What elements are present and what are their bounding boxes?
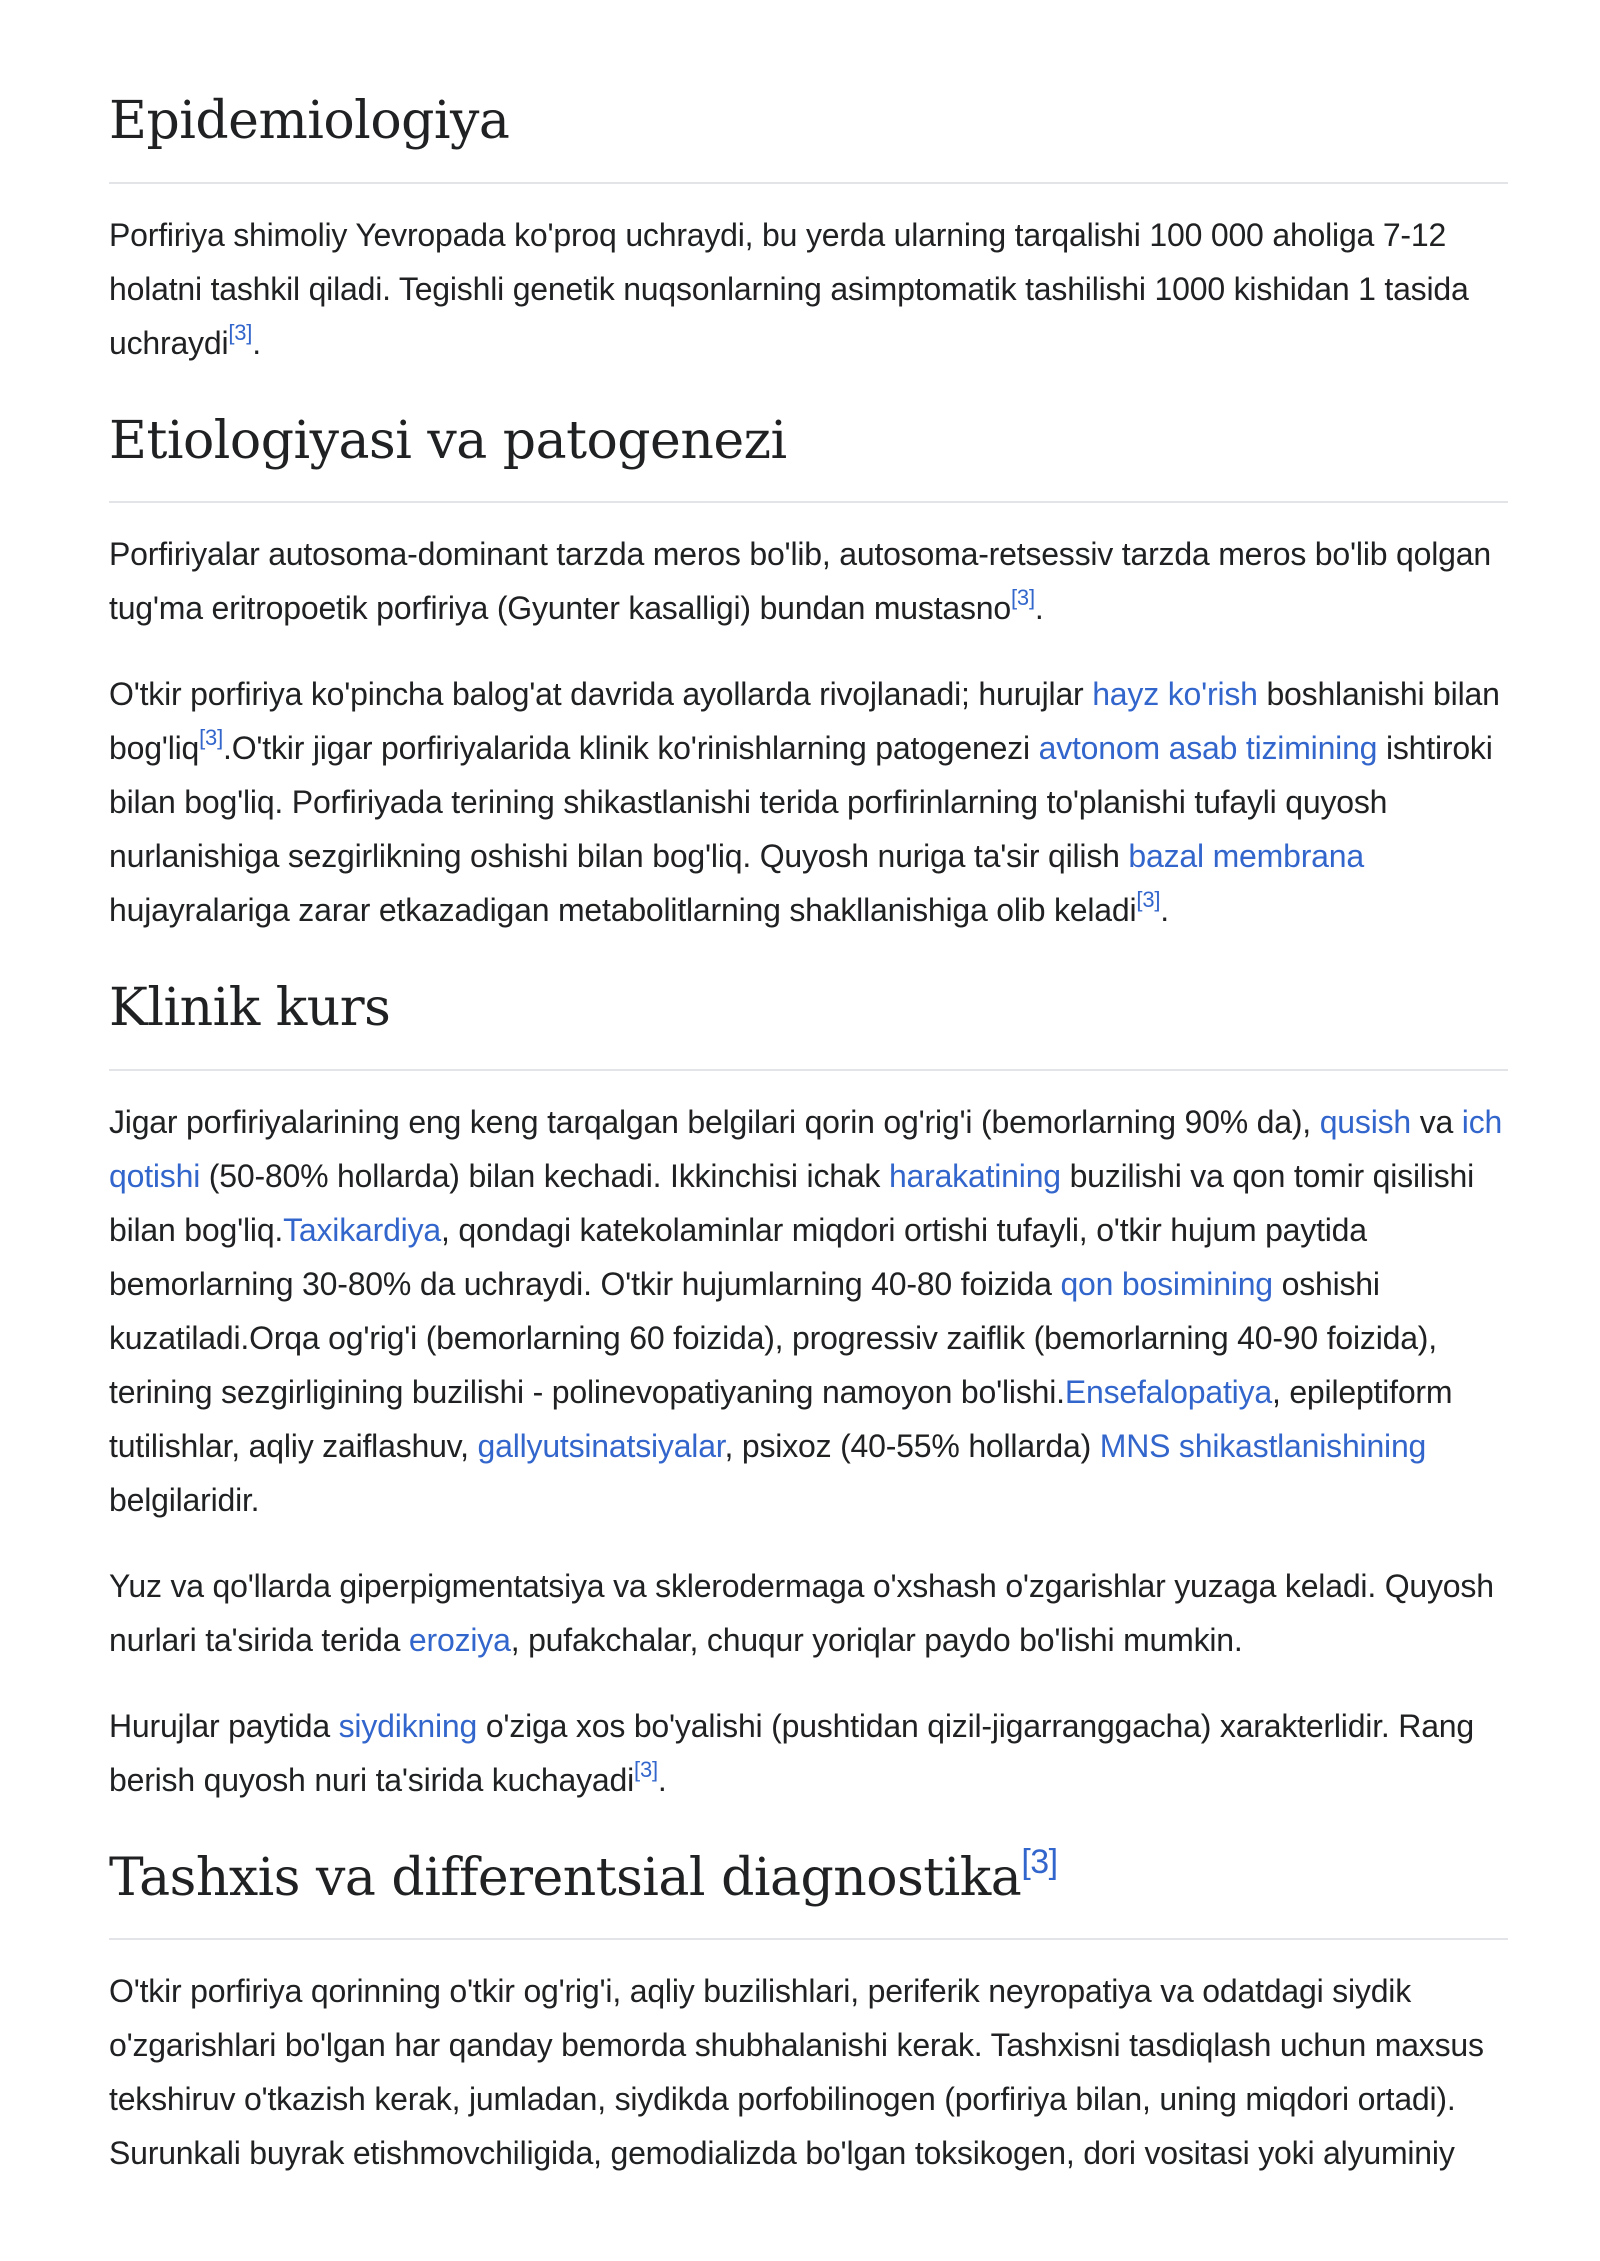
text: , pufakchalar, chuqur yoriqlar paydo bo'lishi mumkin.: [510, 1621, 1243, 1658]
paragraph: [109, 1559, 1508, 1667]
link-ensefalopatiya[interactable]: Ensefalopatiya: [1064, 1373, 1272, 1410]
link-siydikning[interactable]: siydikning: [338, 1707, 478, 1744]
paragraph: [109, 527, 1508, 635]
section-heading: Etiologiyasi va patogenezi: [109, 408, 1508, 504]
section-epidemiology: [109, 88, 1508, 370]
text: .: [252, 324, 261, 361]
link-eroziya[interactable]: eroziya: [408, 1621, 511, 1658]
paragraph: [109, 667, 1508, 937]
link-mns-shikastlanishining[interactable]: MNS shikastlanishining: [1099, 1427, 1427, 1464]
reference-link[interactable]: [3]: [1011, 585, 1035, 611]
section-heading: Epidemiologiya: [109, 88, 1508, 184]
text: , psixoz (40-55% hollarda): [724, 1427, 1100, 1464]
text: va: [1411, 1103, 1462, 1140]
paragraph: [109, 208, 1508, 370]
reference-link[interactable]: [3]: [199, 725, 223, 751]
link-qusish[interactable]: qusish: [1319, 1103, 1412, 1140]
text: .: [1034, 590, 1044, 627]
text: .O'tkir jigar porfiriyalarida klinik ko'rinishlarning patogenezi: [223, 730, 1039, 767]
reference-link[interactable]: [3]: [1021, 1842, 1058, 1881]
link-avtonom-asab-tizimining[interactable]: avtonom asab tizimining: [1038, 730, 1378, 767]
text: ishtiroki bilan bog'liq. Porfiriyada terining shikastlanishi terida porfirinlarning to'planishi tufayli quyosh nurlanishiga sezgirlikning oshishi bilan bog'liq. Quyosh nuriga ta'sir qilish: [109, 730, 1493, 875]
section-heading-text: Tashxis va differentsial diagnostika: [109, 1847, 1022, 1908]
text: O'tkir porfiriya qorinning o'tkir og'rig'i, aqliy buzilishlari, periferik neyropatiya va odatdagi siydik o'zgarishlari bo'lgan har qanday bemorda shubhalanishi kerak. Tashxisni tasdiqlash uchun maxsus tekshiruv o'tkazish kerak, jumladan, siydikda porfobilinogen (porfiriya bilan, uning miqdori ortadi). Surunkali buyrak etishmovchiligida, gemodializda bo'lgan toksikogen, dori vositasi yoki alyuminiy: [109, 1973, 1484, 2172]
section-diagnosis: [109, 1842, 1508, 2181]
link-taxikardiya[interactable]: Taxikardiya: [283, 1211, 441, 1248]
text: buzilishi va qon tomir qisilishi bilan bog'liq.: [109, 1157, 1475, 1248]
reference-link[interactable]: [3]: [228, 319, 253, 345]
text: Hurujlar paytida: [109, 1707, 339, 1744]
text: o'ziga xos bo'yalishi (pushtidan qizil-jigarranggacha) xarakterlidir. Rang berish quyosh nuri ta'sirida kuchayadi: [109, 1707, 1474, 1798]
text: (50-80% hollarda) bilan kechadi. Ikkinchisi ichak: [200, 1157, 889, 1194]
text: boshlanishi bilan bog'liq: [109, 676, 1500, 767]
reference-link[interactable]: [3]: [1136, 887, 1161, 913]
link-bazal-membrana[interactable]: bazal membrana: [1128, 838, 1364, 875]
text: oshishi kuzatiladi.Orqa og'rig'i (bemorlarning 60 foizida), progressiv zaiflik (bemorlarning 40-90 foizida), terining sezgirligining buzilishi - polinevopatiyaning namoyon bo'lishi.: [109, 1265, 1437, 1410]
link-harakatining[interactable]: harakatining: [888, 1157, 1061, 1194]
section-heading: Klinik kurs: [109, 975, 1508, 1071]
link-qon-bosimining[interactable]: qon bosimining: [1060, 1265, 1273, 1302]
text: Jigar porfiriyalarining eng keng tarqalgan belgilari qorin og'rig'i (bemorlarning 90% da),: [109, 1103, 1320, 1140]
link-hayz-korish[interactable]: hayz ko'rish: [1092, 676, 1258, 713]
section-heading: [109, 1842, 1508, 1941]
text: , qondagi katekolaminlar miqdori ortishi tufayli, o'tkir hujum paytida bemorlarning 30-80% da uchraydi. O'tkir hujumlarning 40-80 foizida: [109, 1211, 1367, 1302]
link-gallyutsinatsiyalar[interactable]: gallyutsinatsiyalar: [477, 1427, 725, 1464]
text: , epileptiform tutilishlar, aqliy zaiflashuv,: [109, 1373, 1453, 1464]
reference-link[interactable]: [3]: [634, 1756, 658, 1782]
paragraph: [109, 1964, 1508, 2180]
text: hujayralariga zarar etkazadigan metabolitlarning shakllanishiga olib keladi: [109, 892, 1137, 929]
paragraph: [109, 1699, 1508, 1807]
section-etiology: [109, 408, 1508, 938]
text: Porfiriya shimoliy Yevropada ko'proq uchraydi, bu yerda ularning tarqalishi 100 000 aholiga 7-12 holatni tashkil qiladi. Tegishli genetik nuqsonlarning asimptomatik tashilishi 1000 kishidan 1 tasida uchraydi: [109, 216, 1469, 361]
paragraph: [109, 1095, 1508, 1527]
text: Yuz va qo'llarda giperpigmentatsiya va sklerodermaga o'xshash o'zgarishlar yuzaga keladi. Quyosh nurlari ta'sirida terida: [109, 1567, 1494, 1658]
text: Porfiriyalar autosoma-dominant tarzda meros bo'lib, autosoma-retsessiv tarzda meros bo'lib qolgan tug'ma eritropoetik porfiriya (Gyunter kasalligi) bundan mustasno: [109, 536, 1491, 627]
text: O'tkir porfiriya ko'pincha balog'at davrida ayollarda rivojlanadi; hurujlar: [109, 676, 1093, 713]
section-clinical: [109, 975, 1508, 1807]
text: belgilaridir.: [109, 1481, 260, 1518]
text: .: [657, 1761, 667, 1798]
link-ich-qotishi[interactable]: ich qotishi: [109, 1103, 1503, 1194]
text: .: [1160, 892, 1169, 929]
